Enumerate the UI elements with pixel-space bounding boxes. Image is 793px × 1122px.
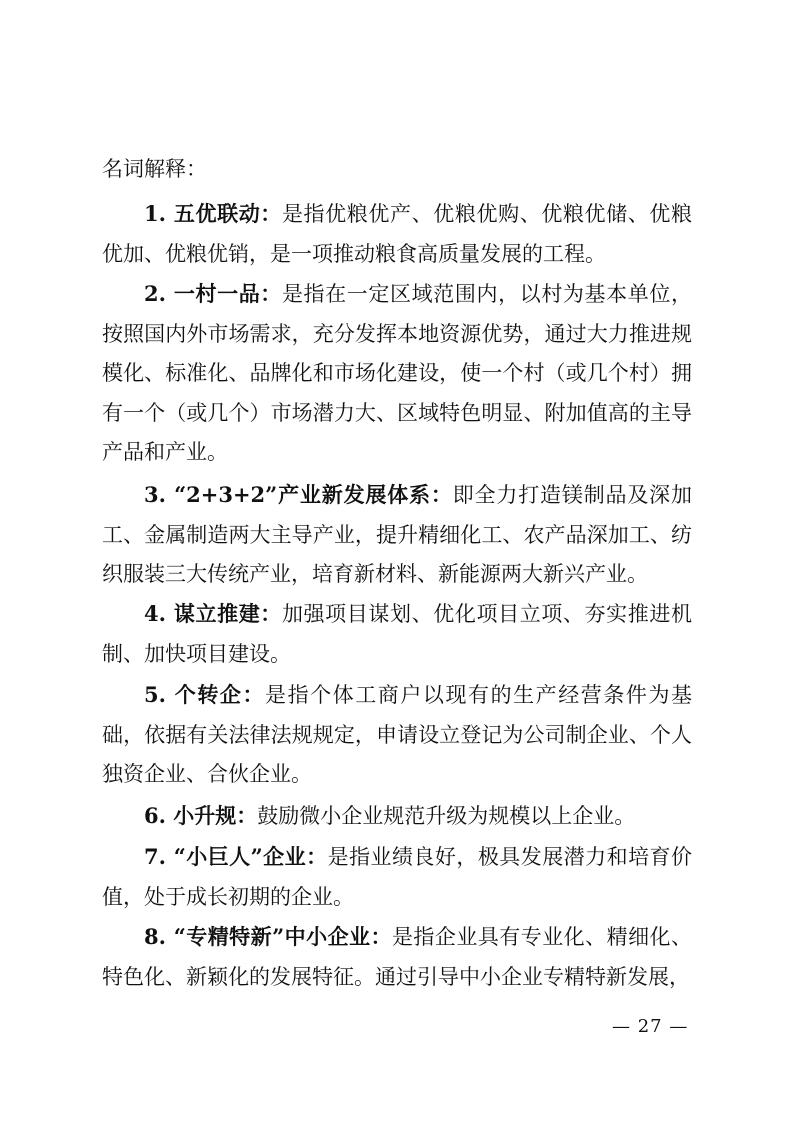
definition-text: 是指个体工商户以现有的生产经营条件为基础，依据有关法律法规规定，申请设立登记为公司制企业、个人独资企业、合伙企业。 [102,683,693,786]
definition-text: 是指在一定区域范围内，以村为基本单位，按照国内外市场需求，充分发挥本地资源优势，通过大力推进规模化、标准化、品牌化和市场化建设，使一个村（或几个村）拥有一个（或几个）市场潜力大、区域特色明显、附加值高的主导产品和产业。 [102,282,693,464]
definition-term: 2. 一村一品： [144,281,282,306]
definition-term: 4. 谋立推建： [144,601,282,626]
definition-item-7 [102,837,692,917]
definition-text: 即全力打造镁制品及深加工、金属制造两大主导产业，提升精细化工、农产品深加工、纺织服装三大传统产业，培育新材料、新能源两大新兴产业。 [102,483,693,586]
definition-text: 是指优粮优产、优粮优购、优粮优储、优粮优加、优粮优销，是一项推动粮食高质量发展的工程。 [102,202,693,266]
definition-item-4 [102,594,692,674]
definition-text: 是指业绩良好，极具发展潜力和培育价值，处于成长初期的企业。 [102,845,692,909]
definition-text: 加强项目谋划、优化项目立项、夯实推进机制、加快项目建设。 [102,602,693,666]
definition-item-6 [102,796,692,837]
definition-term: 3. “2+3+2”产业新发展体系： [144,482,453,507]
definition-item-3 [102,475,692,595]
definition-item-8 [102,917,692,997]
definition-term: 6. 小升规： [144,803,258,828]
section-heading: 名词解释： [102,157,207,181]
definition-item-2 [102,274,692,473]
page-number: — 27 — [612,1016,689,1037]
definition-item-5 [102,675,692,795]
definition-term: 7. “小巨人”企业： [144,844,328,869]
definition-text: 是指企业具有专业化、精细化、特色化、新颖化的发展特征。通过引导中小企业专精特新发展， [102,925,692,989]
definition-item-1 [102,194,692,274]
definition-term: 1. 五优联动： [144,201,282,226]
definition-term: 5. 个转企： [144,682,266,707]
definition-text: 鼓励微小企业规范升级为规模以上企业。 [257,804,636,828]
definition-term: 8. “专精特新”中小企业： [144,924,392,949]
